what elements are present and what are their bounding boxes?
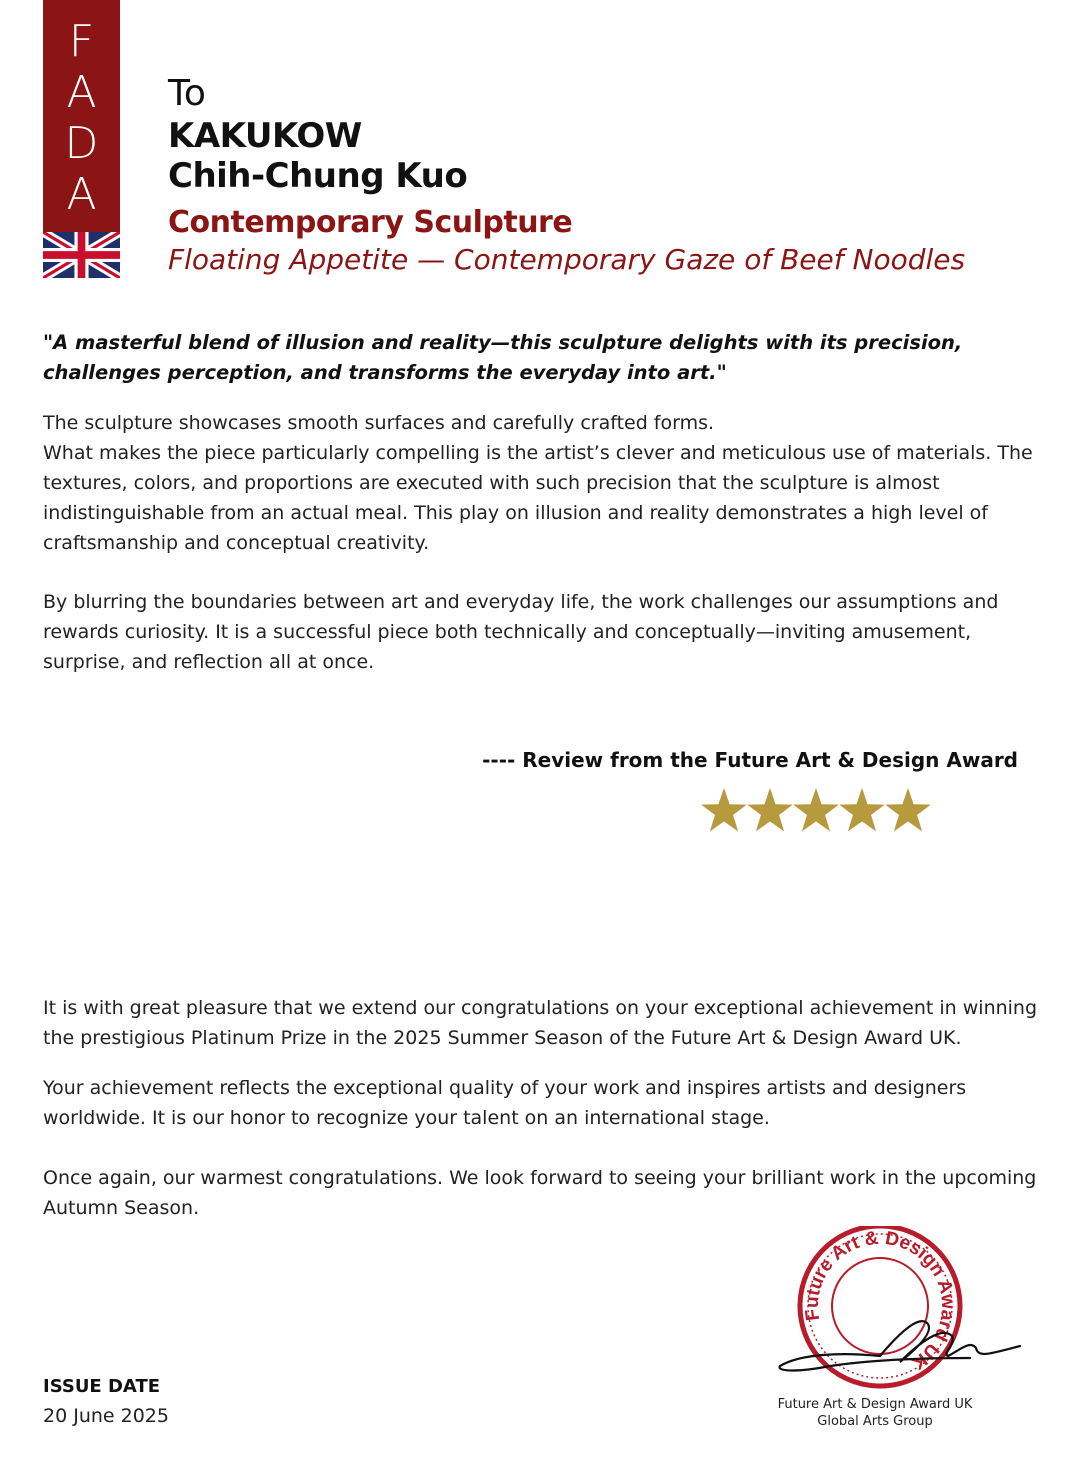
to-label: To: [168, 73, 206, 114]
fada-banner: [43, 0, 120, 232]
stamp-text: Future Art & Design Award UK: [801, 1227, 959, 1374]
review-paragraph-1: [43, 408, 1043, 558]
award-stamp: [770, 1226, 1030, 1406]
banner-letter-a: A: [66, 67, 97, 118]
letter-paragraph-2: Your achievement reflects the exceptional quality of your work and inspires artists and designers worldwide. It is our honor to recognize your talent on an international stage.: [43, 1077, 967, 1129]
banner-letter-f: F: [68, 16, 95, 67]
issuer-block: [760, 1396, 990, 1430]
star-icon: [701, 788, 747, 831]
issuer-group: Global Arts Group: [817, 1414, 933, 1429]
review-signature: ---- Review from the Future Art & Design Award: [482, 748, 1018, 772]
issue-date-label: ISSUE DATE: [43, 1376, 161, 1397]
award-category: Contemporary Sculpture: [168, 205, 573, 240]
review-paragraph-1-line-2: What makes the piece particularly compelling is the artist’s clever and meticulous use of materials. The textures, colors, and proportions are executed with such precision that the sculpture is almost indistinguishable from an actual meal. This play on illusion and reality demonstrates a high level of craftsmanship and conceptual creativity.: [43, 442, 1033, 554]
signature-scribble: [780, 1321, 1020, 1370]
letter-paragraph-1: It is with great pleasure that we extend our congratulations on your exceptional achievement in winning the prestigious Platinum Prize in the 2025 Summer Season of the Future Art & Design Award UK.: [43, 997, 1038, 1049]
review-quote: "A masterful blend of illusion and reality—this sculpture delights with its precision, challenges perception, and transforms the everyday into art.": [43, 331, 963, 384]
banner-letter-d: D: [64, 118, 99, 169]
banner-letter-a2: A: [66, 169, 97, 220]
star-icon: [885, 788, 931, 831]
star-icon: [747, 788, 793, 831]
issue-date: 20 June 2025: [43, 1405, 169, 1427]
review-paragraph-1-line-1: The sculpture showcases smooth surfaces and carefully crafted forms.: [43, 412, 715, 434]
issuer-name: Future Art & Design Award UK: [777, 1397, 973, 1412]
union-jack-flag-icon: [43, 232, 120, 278]
recipient-name: Chih-Chung Kuo: [168, 156, 468, 196]
letter-paragraph-3: Once again, our warmest congratulations. We look forward to seeing your brilliant work in the upcoming Autumn Season.: [43, 1167, 1037, 1219]
star-icon: [839, 788, 885, 831]
star-icon: [793, 788, 839, 831]
rating-stars: [700, 784, 940, 836]
recipient-studio: KAKUKOW: [168, 116, 362, 156]
review-paragraph-2: By blurring the boundaries between art and everyday life, the work challenges our assumptions and rewards curiosity. It is a successful piece both technically and conceptually—inviting amusement, surprise, and reflection all at once.: [43, 591, 999, 673]
work-title: Floating Appetite — Contemporary Gaze of Beef Noodles: [168, 243, 966, 276]
